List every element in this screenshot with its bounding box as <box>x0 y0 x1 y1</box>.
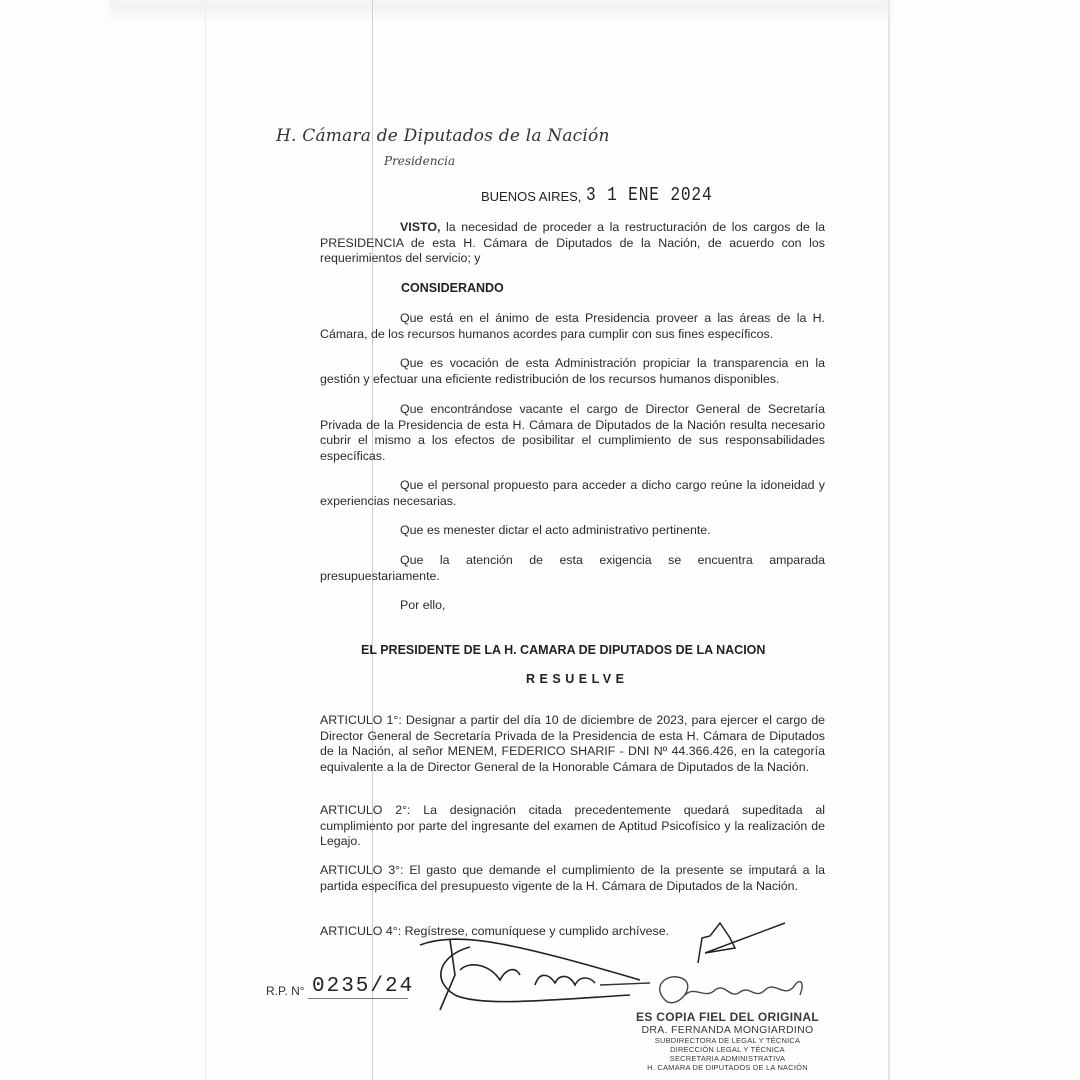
certification-department: DIRECCIÓN LEGAL Y TÉCNICA <box>670 1045 785 1054</box>
registry-underline <box>308 998 408 999</box>
certification-signer: DRA. FERNANDA MONGIARDINO <box>641 1024 814 1036</box>
president-signature-icon <box>400 935 660 1015</box>
article-4: ARTICULO 4°: Regístrese, comuníquese y cumplido archívese. <box>320 924 670 938</box>
article-1: ARTICULO 1°: Designar a partir del día 10 de diciembre de 2023, para ejercer el cargo de Director General de Secretaría Privada de la Presidencia de esta H. Cámara de Diputados de la Nación, al señor MENEM, FEDERICO SHARIF - DNI Nº 44.366.426, en la categoría equivalente a la de Director General de la Honorable Cámara de Diputados de la Nación. <box>320 713 825 774</box>
letterhead-institution: H. Cámara de Diputados de la Nación <box>276 126 610 146</box>
visto-paragraph <box>320 220 825 267</box>
registry-number: 0235/24 <box>312 975 415 998</box>
initials-mark-icon <box>690 918 790 978</box>
article-2: ARTICULO 2°: La designación citada precedentemente quedará supeditada al cumplimiento por parte del ingresante del examen de Aptitud Psicofísico y la realización de Legajo. <box>320 803 825 848</box>
certification-secretariat: SECRETARIA ADMINISTRATIVA <box>669 1054 786 1063</box>
registry-label: R.P. N° <box>266 984 305 998</box>
scan-fold-line <box>372 0 373 1080</box>
letterhead-office: Presidencia <box>384 154 456 168</box>
dateline-city: BUENOS AIRES, <box>481 189 582 204</box>
article-3: ARTICULO 3°: El gasto que demande el cumplimiento de la presente se imputará a la partida específica del presupuesto vigente de la H. Cámara de Diputados de la Nación. <box>320 863 825 893</box>
considerando-paragraph: Que es vocación de esta Administración propiciar la transparencia en la gestión y efectuar una eficiente redistribución de los recursos humanos disponibles. <box>320 356 825 386</box>
considerando-paragraph: Que el personal propuesto para acceder a dicho cargo reúne la idoneidad y experiencias necesarias. <box>320 478 825 508</box>
considerando-paragraph: Que está en el ánimo de esta Presidencia proveer a las áreas de la H. Cámara, de los recursos humanos acordes para cumplir con sus fines específicos. <box>320 311 825 341</box>
certification-institution: H. CAMARA DE DIPUTADOS DE LA NACIÓN <box>647 1063 808 1072</box>
considerando-paragraph: Que es menester dictar el acto administrativo pertinente. <box>400 523 711 537</box>
por-ello: Por ello, <box>400 598 446 612</box>
date-stamp: 3 1 ENE 2024 <box>586 184 713 206</box>
authority-heading: EL PRESIDENTE DE LA H. CAMARA DE DIPUTADOS DE LA NACION <box>361 643 766 657</box>
certification-seal <box>620 1010 835 1072</box>
visto-text: la necesidad de proceder a la restructuración de los cargos de la PRESIDENCIA de esta H. Cámara de Diputados de la Nación, de acuerdo con los requerimientos del servicio; y <box>320 220 825 265</box>
considerando-paragraph: Que encontrándose vacante el cargo de Director General de Secretaría Privada de la Presidencia de esta H. Cámara de Diputados de la Nación resulta necesario cubrir el mismo a los efectos de posibilitar el cumplimiento de sus responsabilidades específicas. <box>320 402 825 463</box>
considerando-paragraph: Que la atención de esta exigencia se encuentra amparada presupuestariamente. <box>320 553 825 583</box>
certifier-signature-icon <box>645 970 815 1015</box>
considerando-heading: CONSIDERANDO <box>401 281 504 295</box>
certification-line1: ES COPIA FIEL DEL ORIGINAL <box>636 1010 819 1024</box>
visto-label: VISTO, <box>400 220 441 234</box>
certification-title: SUBDIRECTORA DE LEGAL Y TÉCNICA <box>654 1036 801 1045</box>
scan-shadow <box>110 0 890 22</box>
resuelve-heading: RESUELVE <box>526 672 629 686</box>
